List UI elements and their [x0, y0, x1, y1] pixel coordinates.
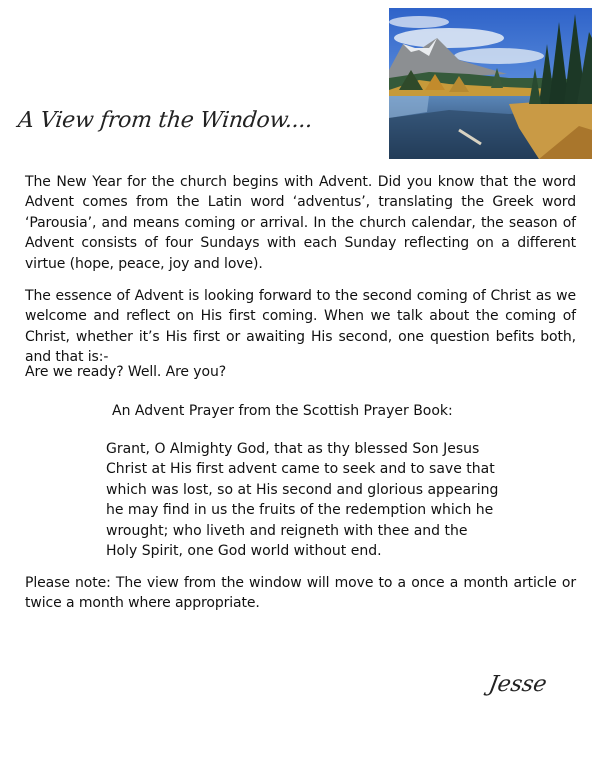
paragraph-question: Are we ready? Well. Are you? — [25, 364, 227, 380]
prayer-line: Grant, O Almighty God, that as thy blessed Son Jesus — [106, 441, 480, 457]
prayer-line: he may find in us the fruits of the redemption which he — [106, 502, 494, 519]
article-title: A View from the Window.... — [16, 108, 314, 133]
paragraph-advent-essence: The essence of Advent is looking forward to the second coming of Christ as we welcome and reflect on His first coming. When we talk about the coming of Christ, whether it’s His first or awaiting His second, one question befits both, and that is:- — [25, 288, 576, 366]
photo-illustration — [389, 8, 592, 159]
prayer-title: An Advent Prayer from the Scottish Prayer Book: — [112, 403, 453, 419]
author-signature: Jesse — [486, 672, 549, 697]
prayer-line: Holy Spirit, one God world without end. — [106, 543, 382, 560]
prayer-line: wrought; who liveth and reigneth with thee and the — [106, 522, 468, 539]
paragraph-note: Please note: The view from the window will move to a once a month article or twice a month where appropriate. — [25, 575, 576, 612]
prayer-text — [106, 439, 499, 561]
prayer-line: Christ at His first advent came to seek and to save that — [106, 461, 495, 478]
paragraph-advent-intro: The New Year for the church begins with Advent. Did you know that the word Advent comes from the Latin word ‘adventus’, translating the Greek word ‘Parousia’, and means coming or arrival. In the church calendar, the season of Advent consists of four Sundays with each Sunday reflecting on a different virtue (hope, peace, joy and love). — [25, 174, 576, 272]
prayer-line: which was lost, so at His second and glorious appearing — [106, 481, 499, 498]
header-photo — [389, 8, 592, 159]
